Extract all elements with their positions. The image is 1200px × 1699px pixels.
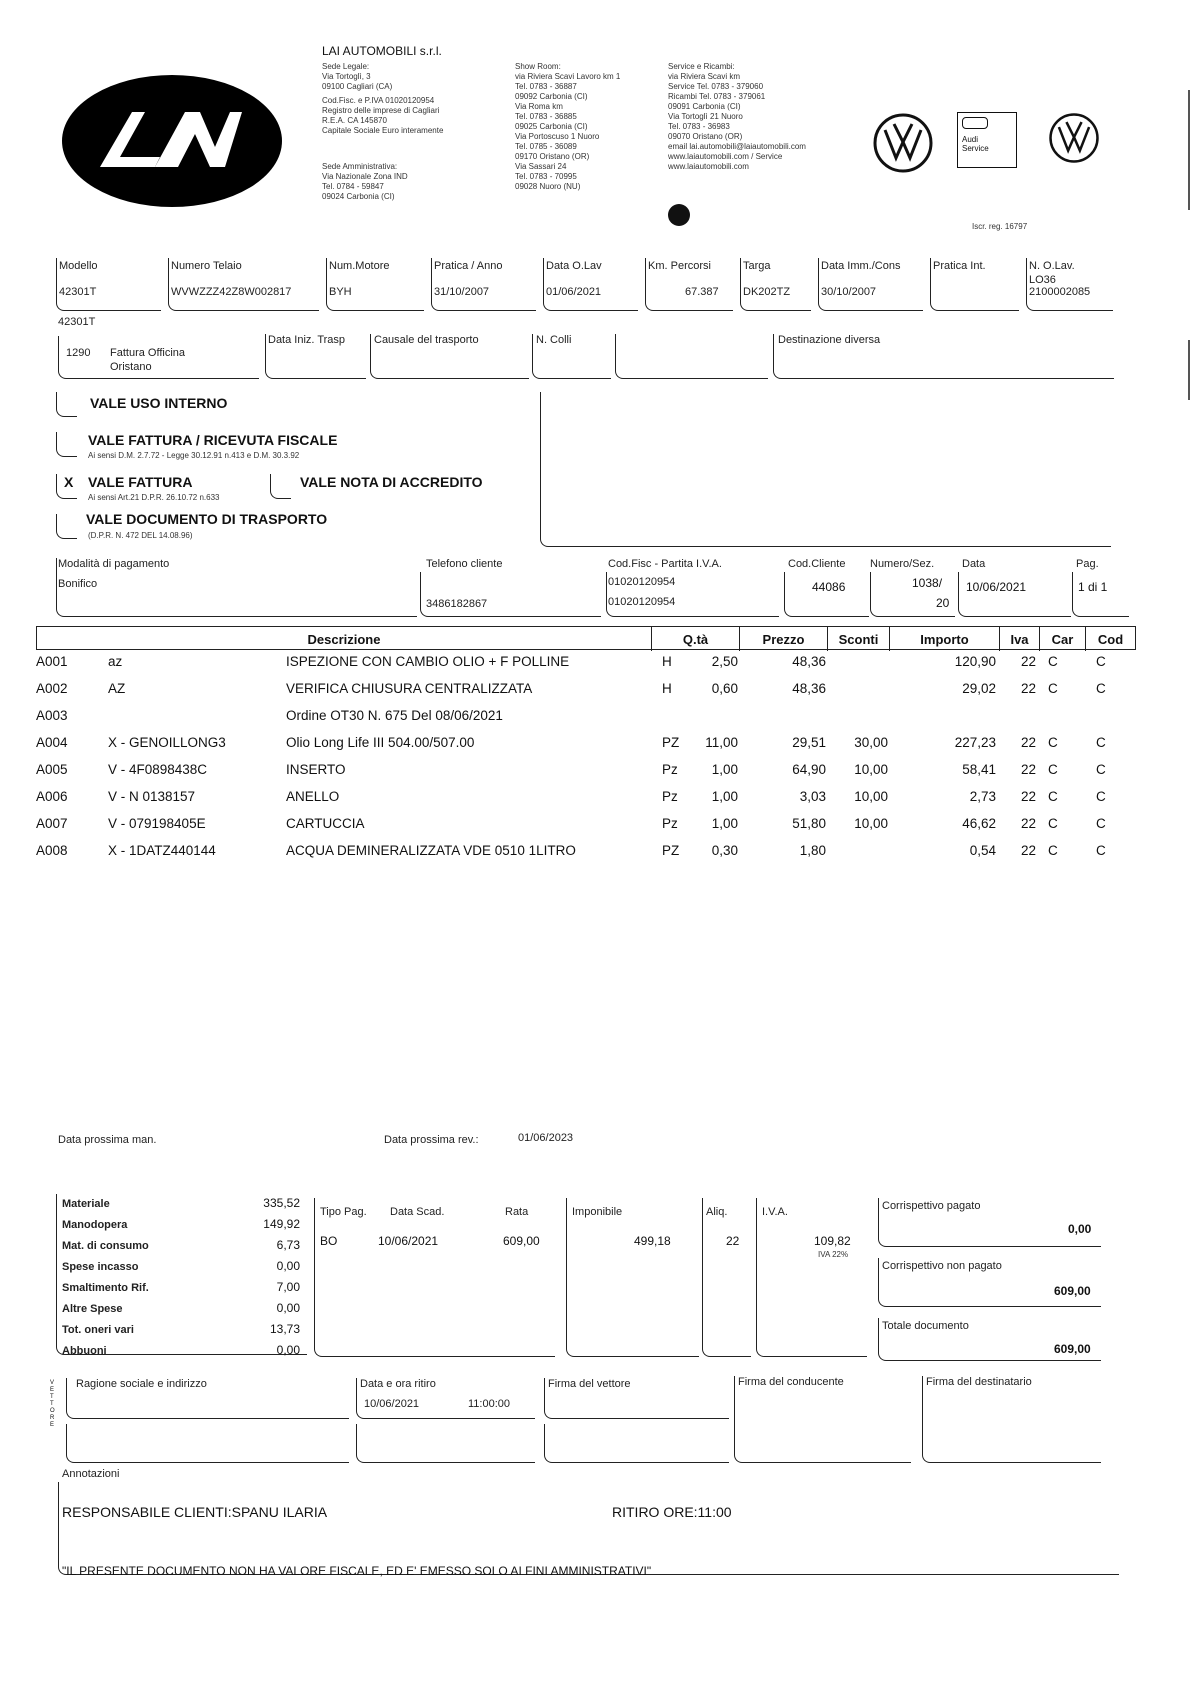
row-iva: 22 bbox=[1021, 735, 1037, 750]
table-row bbox=[36, 789, 1136, 815]
firma-destinatario-box bbox=[922, 1376, 1101, 1463]
vehicle-field-value: 42301T bbox=[59, 286, 97, 298]
document-date-label: Data bbox=[962, 558, 986, 570]
row-price: 3,03 bbox=[799, 789, 826, 804]
row-iva: 22 bbox=[1021, 681, 1037, 696]
row-description: INSERTO bbox=[286, 762, 346, 777]
row-discount: 10,00 bbox=[854, 816, 888, 831]
vehicle-field-value: BYH bbox=[329, 286, 352, 298]
col-cod: Cod bbox=[1085, 627, 1135, 651]
col-iva: Iva bbox=[999, 627, 1039, 651]
vehicle-header-row bbox=[56, 258, 1136, 314]
firma-vettore-box-2 bbox=[544, 1424, 729, 1463]
destinazione-label: Destinazione diversa bbox=[778, 334, 881, 346]
row-quantity: 2,50 bbox=[711, 654, 738, 669]
row-quantity: 0,60 bbox=[711, 681, 738, 696]
row-unit: PZ bbox=[662, 843, 680, 858]
vale-fattura-ricevuta-sub: Ai sensi D.M. 2.7.72 - Legge 30.12.91 n.413 e D.M. 30.3.92 bbox=[88, 451, 300, 460]
rata-value: 609,00 bbox=[503, 1234, 540, 1248]
payment-mode-value: Bonifico bbox=[58, 578, 98, 590]
table-row bbox=[36, 843, 1136, 869]
fattura-officina-label: Fattura Officina bbox=[110, 347, 185, 359]
firma-vettore-label: Firma del vettore bbox=[548, 1378, 631, 1390]
ritiro-data: 10/06/2021 bbox=[364, 1398, 420, 1410]
vehicle-field-value: 30/10/2007 bbox=[821, 286, 877, 298]
vehicle-field-label: Modello bbox=[59, 260, 98, 272]
row-unit: Pz bbox=[662, 816, 678, 831]
totals-value: 13,73 bbox=[269, 1322, 300, 1336]
table-row bbox=[36, 816, 1136, 842]
show-room-addresses: Show Room: via Riviera Scavi Lavoro km 1 Tel. 0783 - 36887 09092 Carbonia (CI) Via Roma km Tel. 0783 - 36885 09025 Carbonia (CI) Via Portoscuso 1 Nuoro Tel. 0785 - 36089 09170 Oristano (OR) Via Sassari 24 Tel. 0783 - 70995 09028 Nuoro (NU) bbox=[515, 62, 621, 191]
totals-label: Spese incasso bbox=[62, 1261, 139, 1273]
service-addresses: Service e Ricambi: via Riviera Scavi km Service Tel. 0783 - 379060 Ricambi Tel. 0783 - 379061 09091 Carbonia (CI) Via Tortoglì 21 Nuoro Tel. 0783 - 36983 09070 Oristano (OR) email lai.automobili@laiautomobili.com www.laiautomobili.com / Service www.laiautomobili.com bbox=[668, 62, 806, 171]
vehicle-field-label: Data Imm./Cons bbox=[821, 260, 901, 272]
row-discount: 10,00 bbox=[854, 789, 888, 804]
row-cod: C bbox=[1096, 654, 1106, 669]
row-quantity: 1,00 bbox=[711, 789, 738, 804]
totals-label: Tot. oneri vari bbox=[62, 1324, 134, 1336]
vehicle-field-label: N. O.Lav. bbox=[1029, 260, 1075, 272]
totals-label: Materiale bbox=[62, 1198, 110, 1210]
document-number-section: 20 bbox=[936, 596, 950, 610]
totals-label: Altre Spese bbox=[62, 1303, 123, 1315]
vehicle-field-value: WVWZZZ42Z8W002817 bbox=[171, 286, 292, 298]
vehicle-field-value: 01/06/2021 bbox=[546, 286, 602, 298]
page-label: Pag. bbox=[1076, 558, 1099, 570]
row-code: X - GENOILLONG3 bbox=[108, 735, 226, 750]
row-car: C bbox=[1048, 762, 1058, 777]
row-amount: 46,62 bbox=[962, 816, 996, 831]
page-value: 1 di 1 bbox=[1078, 580, 1108, 594]
row-discount: 10,00 bbox=[854, 762, 888, 777]
registration-number: Iscr. reg. 16797 bbox=[972, 222, 1028, 231]
firma-conducente-box bbox=[734, 1376, 911, 1463]
totals-value: 335,52 bbox=[263, 1196, 300, 1210]
vale-ddt: VALE DOCUMENTO DI TRASPORTO bbox=[86, 511, 328, 527]
corrispettivo-pagato-label: Corrispettivo pagato bbox=[882, 1200, 981, 1212]
document-date-value: 10/06/2021 bbox=[966, 580, 1027, 594]
customer-code-box bbox=[784, 572, 869, 617]
row-code: X - 1DATZ440144 bbox=[108, 843, 216, 858]
row-amount: 120,90 bbox=[954, 654, 996, 669]
annotazioni-box bbox=[58, 1482, 1119, 1575]
row-cod: C bbox=[1096, 681, 1106, 696]
row-number: A007 bbox=[36, 816, 68, 831]
row-amount: 58,41 bbox=[962, 762, 996, 777]
vehicle-field-label: Num.Motore bbox=[329, 260, 390, 272]
row-quantity: 0,30 bbox=[711, 843, 738, 858]
row-price: 64,90 bbox=[792, 762, 826, 777]
page-box bbox=[1072, 572, 1129, 617]
row-number: A006 bbox=[36, 789, 68, 804]
causale-trasporto-label: Causale del trasporto bbox=[374, 334, 479, 346]
row-amount: 29,02 bbox=[962, 681, 996, 696]
customer-phone-label: Telefono cliente bbox=[426, 558, 503, 570]
data-scad-value: 10/06/2021 bbox=[378, 1234, 439, 1248]
fiscal-disclaimer: "IL PRESENTE DOCUMENTO NON HA VALORE FISCALE, ED E' EMESSO SOLO AI FINI AMMINISTRATIVI" bbox=[62, 1564, 652, 1578]
table-row bbox=[36, 654, 1136, 680]
document-number-value: 1038/ bbox=[912, 576, 943, 590]
row-code: V - 4F0898438C bbox=[108, 762, 208, 777]
row-description: ACQUA DEMINERALIZZATA VDE 0510 1LITRO bbox=[286, 843, 576, 858]
imponibile-box bbox=[566, 1198, 699, 1357]
customer-code-label: Cod.Cliente bbox=[788, 558, 846, 570]
tipo-pag-label: Tipo Pag. bbox=[320, 1206, 367, 1218]
vehicle-field-label: Numero Telaio bbox=[171, 260, 242, 272]
table-row bbox=[36, 735, 1136, 761]
document-number-label: Numero/Sez. bbox=[870, 558, 935, 570]
vehicle-field-label: Targa bbox=[743, 260, 771, 272]
row-unit: H bbox=[662, 654, 672, 669]
totals-label: Abbuoni bbox=[62, 1345, 107, 1357]
aliquota-label: Aliq. bbox=[706, 1206, 728, 1218]
row-quantity: 1,00 bbox=[711, 816, 738, 831]
sede-amministrativa: Sede Amministrativa: Via Nazionale Zona IND Tel. 0784 - 59847 09024 Carbonia (CI) bbox=[322, 162, 408, 201]
totale-documento-label: Totale documento bbox=[882, 1320, 969, 1332]
fattura-code: 1290 bbox=[66, 347, 91, 359]
totals-label: Mat. di consumo bbox=[62, 1240, 149, 1252]
iva-rate-note: IVA 22% bbox=[818, 1250, 849, 1259]
blank-box bbox=[615, 334, 768, 379]
row-car: C bbox=[1048, 816, 1058, 831]
table-row bbox=[36, 708, 1136, 734]
row-code: az bbox=[108, 654, 123, 669]
row-discount: 30,00 bbox=[854, 735, 888, 750]
row-number: A008 bbox=[36, 843, 68, 858]
row-unit: PZ bbox=[662, 735, 680, 750]
installments-box bbox=[314, 1198, 555, 1357]
imponibile-value: 499,18 bbox=[634, 1234, 671, 1248]
vale-uso-interno: VALE USO INTERNO bbox=[90, 395, 228, 411]
table-row bbox=[36, 762, 1136, 788]
next-revision-value: 01/06/2023 bbox=[518, 1132, 574, 1144]
col-importo: Importo bbox=[889, 627, 999, 651]
row-description: CARTUCCIA bbox=[286, 816, 365, 831]
row-number: A005 bbox=[36, 762, 68, 777]
col-sconti: Sconti bbox=[827, 627, 889, 651]
row-car: C bbox=[1048, 654, 1058, 669]
row-description: ANELLO bbox=[286, 789, 340, 804]
document-date-box bbox=[958, 572, 1071, 617]
row-code: AZ bbox=[108, 681, 126, 696]
row-number: A001 bbox=[36, 654, 68, 669]
vale-ddt-sub: (D.P.R. N. 472 DEL 14.08.96) bbox=[88, 531, 193, 540]
vehicle-field-label: Pratica Int. bbox=[933, 260, 986, 272]
col-qta: Q.tà bbox=[651, 627, 739, 651]
customer-phone-value: 3486182867 bbox=[426, 598, 488, 610]
totals-value: 6,73 bbox=[276, 1238, 300, 1252]
data-inizio-trasporto-label: Data Iniz. Trasp bbox=[268, 334, 346, 346]
row-price: 48,36 bbox=[792, 654, 826, 669]
row-price: 1,80 bbox=[799, 843, 826, 858]
firma-destinatario-label: Firma del destinatario bbox=[926, 1376, 1032, 1388]
col-descrizione: Descrizione bbox=[307, 631, 381, 647]
row-iva: 22 bbox=[1021, 816, 1037, 831]
fattura-officina-city: Oristano bbox=[110, 361, 152, 373]
service-seal-icon bbox=[668, 204, 690, 226]
row-cod: C bbox=[1096, 735, 1106, 750]
row-amount: 227,23 bbox=[954, 735, 996, 750]
vehicle-field-value: LO36 bbox=[1029, 274, 1056, 286]
audi-service-badge: Audi Service bbox=[957, 112, 1017, 168]
row-iva: 22 bbox=[1021, 762, 1037, 777]
row-iva: 22 bbox=[1021, 654, 1037, 669]
vehicle-field-label: Pratica / Anno bbox=[434, 260, 503, 272]
corrispettivo-non-pagato-label: Corrispettivo non pagato bbox=[882, 1260, 1002, 1272]
row-number: A002 bbox=[36, 681, 68, 696]
col-prezzo: Prezzo bbox=[739, 627, 827, 651]
row-code: V - N 0138157 bbox=[108, 789, 196, 804]
vale-nota-box bbox=[270, 474, 291, 499]
vale-ddt-box bbox=[56, 514, 77, 539]
row-price: 48,36 bbox=[792, 681, 826, 696]
totale-documento-value: 609,00 bbox=[1054, 1342, 1091, 1356]
row-car: C bbox=[1048, 735, 1058, 750]
corrispettivo-non-pagato-value: 609,00 bbox=[1054, 1284, 1091, 1298]
vale-fattura-ricevuta-box bbox=[56, 432, 77, 457]
tipo-pag-value: BO bbox=[320, 1234, 338, 1248]
corrispettivo-pagato-value: 0,00 bbox=[1068, 1222, 1092, 1236]
vehicle-field-value: 31/10/2007 bbox=[434, 286, 490, 298]
row-quantity: 11,00 bbox=[705, 735, 738, 750]
row-car: C bbox=[1048, 789, 1058, 804]
next-maintenance-label: Data prossima man. bbox=[58, 1134, 157, 1146]
fiscal-code-label: Cod.Fisc - Partita I.V.A. bbox=[608, 558, 722, 570]
aliquota-value: 22 bbox=[726, 1234, 740, 1248]
row-unit: Pz bbox=[662, 789, 678, 804]
row-price: 29,51 bbox=[792, 735, 826, 750]
company-name: LAI AUTOMOBILI s.r.l. bbox=[322, 44, 442, 58]
ritiro-ora: 11:00:00 bbox=[468, 1398, 511, 1410]
row-description: VERIFICA CHIUSURA CENTRALIZZATA bbox=[286, 681, 533, 696]
responsabile-clienti: RESPONSABILE CLIENTI:SPANU ILARIA bbox=[62, 1504, 328, 1520]
row-amount: 2,73 bbox=[969, 789, 996, 804]
data-scad-label: Data Scad. bbox=[390, 1206, 445, 1218]
totals-value: 0,00 bbox=[276, 1343, 300, 1357]
row-amount: 0,54 bbox=[969, 843, 996, 858]
table-row bbox=[36, 681, 1136, 707]
row-number: A003 bbox=[36, 708, 68, 723]
row-description: ISPEZIONE CON CAMBIO OLIO + F POLLINE bbox=[286, 654, 570, 669]
ragione-sociale-box-2 bbox=[66, 1424, 349, 1463]
totals-value: 149,92 bbox=[263, 1217, 300, 1231]
totals-label: Smaltimento Rif. bbox=[62, 1282, 149, 1294]
row-cod: C bbox=[1096, 843, 1106, 858]
vale-nota-accredito: VALE NOTA DI ACCREDITO bbox=[300, 474, 483, 490]
company-logo bbox=[60, 72, 285, 210]
totals-value: 0,00 bbox=[276, 1259, 300, 1273]
row-unit: H bbox=[662, 681, 672, 696]
row-cod: C bbox=[1096, 816, 1106, 831]
vale-fattura: VALE FATTURA bbox=[88, 474, 193, 490]
row-price: 51,80 bbox=[792, 816, 826, 831]
row-car: C bbox=[1048, 843, 1058, 858]
sede-legale: Sede Legale: Via Tortoglì, 3 09100 Cagliari (CA) Cod.Fisc. e P.IVA 01020120954 Registro delle imprese di Cagliari R.E.A. CA 145870 Capitale Sociale Euro interamente bbox=[322, 62, 444, 135]
aliquota-box bbox=[702, 1198, 751, 1357]
fiscal-code-value-1: 01020120954 bbox=[608, 576, 676, 588]
ritiro-label: Data e ora ritiro bbox=[360, 1378, 436, 1390]
ragione-sociale-label: Ragione sociale e indirizzo bbox=[76, 1378, 207, 1390]
row-description: Ordine OT30 N. 675 Del 08/06/2021 bbox=[286, 708, 503, 723]
annotazioni-label: Annotazioni bbox=[62, 1468, 120, 1480]
row-cod: C bbox=[1096, 789, 1106, 804]
vehicle-field-value-2: 2100002085 bbox=[1029, 286, 1091, 298]
vehicle-field-value: 67.387 bbox=[685, 286, 719, 298]
page-edge-mark bbox=[1188, 90, 1190, 210]
iva-label: I.V.A. bbox=[762, 1206, 788, 1218]
vehicle-field-value: DK202TZ bbox=[743, 286, 791, 298]
items-table-header bbox=[36, 626, 1136, 650]
audi-rings-icon bbox=[962, 117, 988, 129]
totals-value: 7,00 bbox=[276, 1280, 300, 1294]
col-car: Car bbox=[1039, 627, 1085, 651]
payment-mode-label: Modalità di pagamento bbox=[58, 558, 170, 570]
totals-label: Manodopera bbox=[62, 1219, 128, 1231]
imponibile-label: Imponibile bbox=[572, 1206, 623, 1218]
firma-conducente-label: Firma del conducente bbox=[738, 1376, 844, 1388]
customer-code-value: 44086 bbox=[812, 580, 846, 594]
row-number: A004 bbox=[36, 735, 68, 750]
row-code: V - 079198405E bbox=[108, 816, 206, 831]
iva-value: 109,82 bbox=[814, 1234, 851, 1248]
row-unit: Pz bbox=[662, 762, 678, 777]
iva-box bbox=[756, 1198, 867, 1357]
rata-label: Rata bbox=[505, 1206, 529, 1218]
vehicle-field-label: Data O.Lav bbox=[546, 260, 602, 272]
ritiro-ore: RITIRO ORE:11:00 bbox=[612, 1504, 732, 1520]
next-revision-label: Data prossima rev.: bbox=[384, 1134, 479, 1146]
fiscal-code-value-2: 01020120954 bbox=[608, 596, 676, 608]
vettore-side-label: VETTORE bbox=[50, 1380, 55, 1428]
vale-fattura-checkmark: X bbox=[64, 474, 74, 490]
ritiro-box-2 bbox=[356, 1424, 535, 1463]
vale-fattura-ricevuta: VALE FATTURA / RICEVUTA FISCALE bbox=[88, 432, 338, 448]
modello-extra: 42301T bbox=[58, 316, 96, 328]
row-cod: C bbox=[1096, 762, 1106, 777]
vw-logo-icon bbox=[872, 112, 934, 179]
row-description: Olio Long Life III 504.00/507.00 bbox=[286, 735, 475, 750]
vale-uso-interno-box bbox=[56, 392, 77, 417]
totals-value: 0,00 bbox=[276, 1301, 300, 1315]
colli-label: N. Colli bbox=[536, 334, 572, 346]
row-iva: 22 bbox=[1021, 843, 1037, 858]
vehicle-field-label: Km. Percorsi bbox=[648, 260, 711, 272]
row-iva: 22 bbox=[1021, 789, 1037, 804]
page-edge-mark-2 bbox=[1188, 340, 1190, 400]
customer-phone-box bbox=[420, 572, 601, 617]
vale-fattura-sub: Ai sensi Art.21 D.P.R. 26.10.72 n.633 bbox=[88, 493, 220, 502]
vw-commercial-logo-icon bbox=[1048, 112, 1100, 169]
customer-address-box bbox=[540, 392, 1111, 547]
row-car: C bbox=[1048, 681, 1058, 696]
row-quantity: 1,00 bbox=[711, 762, 738, 777]
